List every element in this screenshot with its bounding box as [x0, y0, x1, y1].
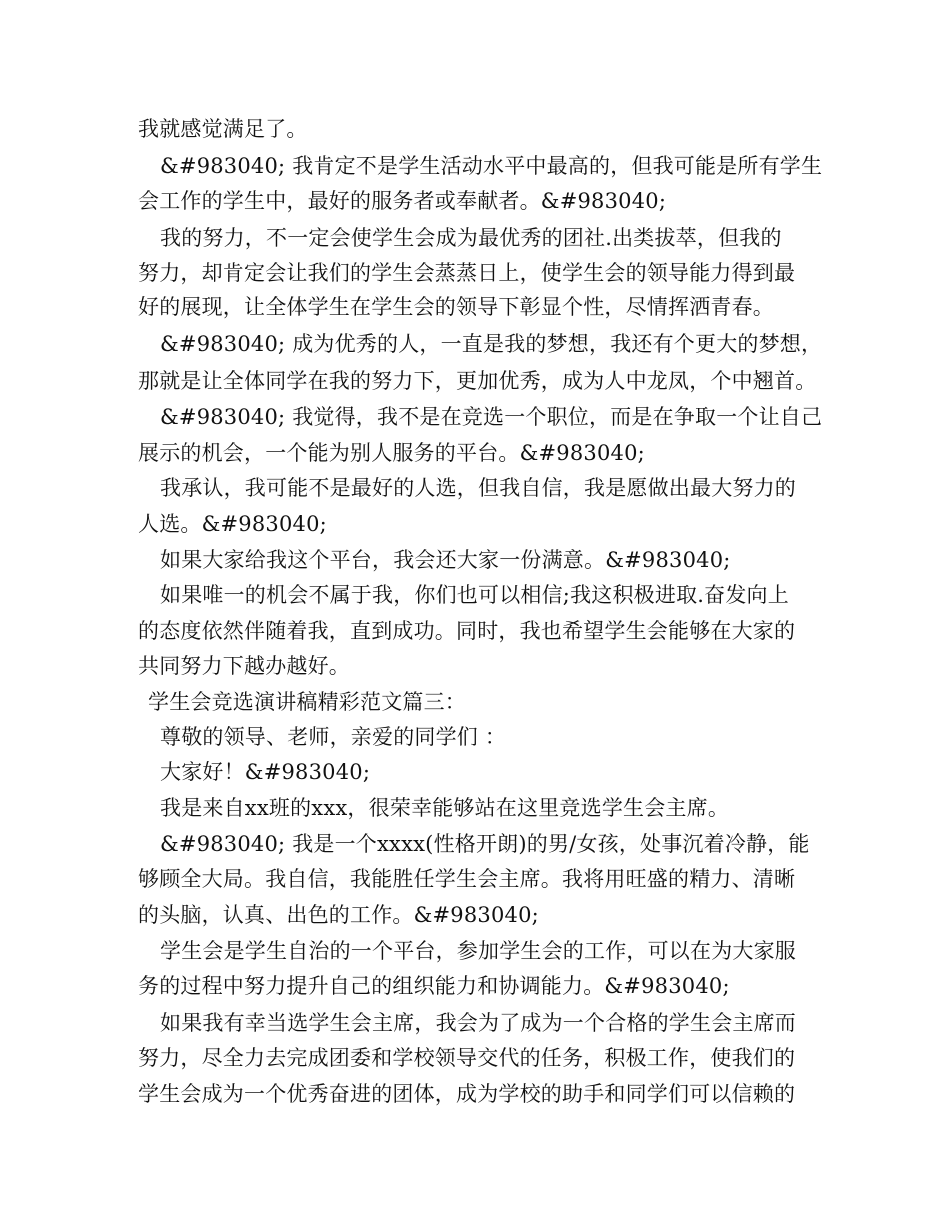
text-line: 如果唯一的机会不属于我，你们也可以相信;我这积极进取.奋发向上 — [160, 583, 789, 607]
text-line: 共同努力下越办越好。 — [138, 654, 350, 678]
text-line: 学生会是学生自治的一个平台，参加学生会的工作，可以在为大家服 — [160, 939, 796, 963]
text-line: 努力，却肯定会让我们的学生会蒸蒸日上，使学生会的领导能力得到最 — [138, 261, 796, 285]
text-line: 努力，尽全力去完成团委和学校领导交代的任务，积极工作，使我们的 — [138, 1046, 796, 1070]
text-line: 我承认，我可能不是最好的人选，但我自信，我是愿做出最大努力的 — [160, 476, 796, 500]
text-line: &#983040; 我觉得，我不是在竞选一个职位，而是在争取一个让自己 — [160, 405, 823, 429]
text-line: 我是来自xx班的xxx，很荣幸能够站在这里竞选学生会主席。 — [160, 796, 730, 820]
text-line: 好的展现，让全体学生在学生会的领导下彰显个性，尽情挥洒青春。 — [138, 295, 774, 319]
text-line: &#983040; 我肯定不是学生活动水平中最高的，但我可能是所有学生 — [160, 154, 823, 178]
text-line: 那就是让全体同学在我的努力下，更加优秀，成为人中龙凤，个中翘首。 — [138, 369, 817, 393]
text-line: 展示的机会，一个能为别人服务的平台。&#983040; — [138, 441, 645, 465]
text-line: &#983040; 我是一个xxxx(性格开朗)的男/女孩，处事沉着冷静，能 — [160, 832, 810, 856]
text-line: 的头脑，认真、出色的工作。&#983040; — [138, 903, 539, 927]
text-line: 如果我有幸当选学生会主席，我会为了成为一个合格的学生会主席而 — [160, 1011, 796, 1035]
text-line: 我就感觉满足了。 — [138, 117, 308, 141]
text-line: 务的过程中努力提升自己的组织能力和协调能力。&#983040; — [138, 974, 730, 998]
text-line: 会工作的学生中，最好的服务者或奉献者。&#983040; — [138, 189, 667, 213]
text-line: 我的努力，不一定会使学生会成为最优秀的团社.出类拔萃，但我的 — [160, 226, 782, 250]
section-heading: 学生会竞选演讲稿精彩范文篇三： — [148, 690, 466, 714]
text-line: 人选。&#983040; — [138, 512, 327, 536]
salutation: 尊敬的领导、老师，亲爱的同学们 ： — [160, 725, 507, 749]
text-line: 的态度依然伴随着我，直到成功。同时，我也希望学生会能够在大家的 — [138, 619, 796, 643]
text-line: 如果大家给我这个平台，我会还大家一份满意。&#983040; — [160, 548, 731, 572]
greeting: 大家好！&#983040; — [160, 760, 371, 784]
text-line: &#983040; 成为优秀的人，一直是我的梦想，我还有个更大的梦想， — [160, 332, 823, 356]
text-line: 学生会成为一个优秀奋进的团体，成为学校的助手和同学们可以信赖的 — [138, 1082, 796, 1106]
text-line: 够顾全大局。我自信，我能胜任学生会主席。我将用旺盛的精力、清晰 — [138, 867, 796, 891]
